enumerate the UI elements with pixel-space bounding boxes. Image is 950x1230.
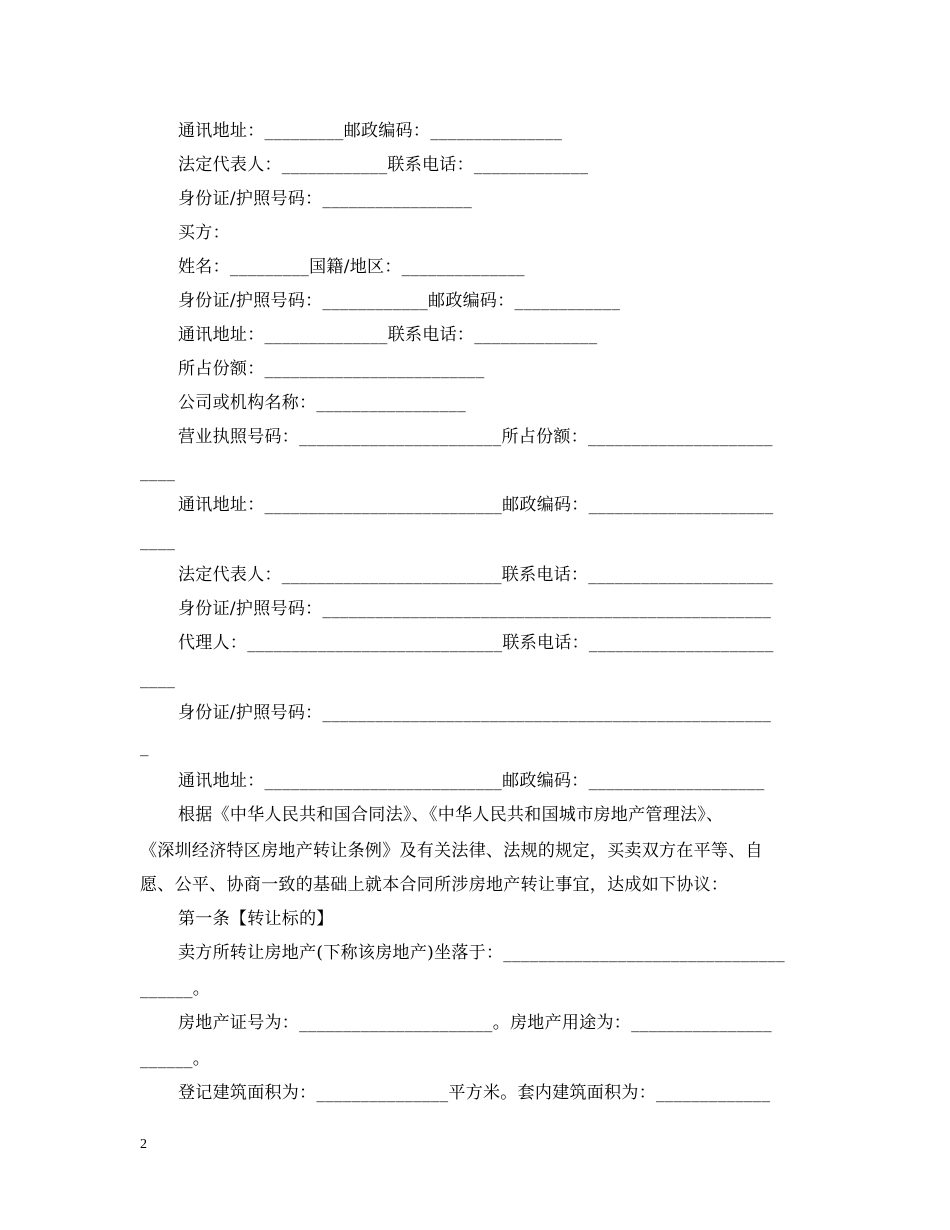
business-license-line: 营业执照号码：_______________________所占份额：_____________________ xyxy=(178,427,773,447)
buyer-heading: 买方： xyxy=(178,223,230,243)
company-name-line: 公司或机构名称：_________________ xyxy=(178,393,466,413)
building-area-line: 登记建筑面积为：_______________平方米。套内建筑面积为：_____________ xyxy=(178,1083,771,1103)
company-legal-rep-line: 法定代表人：_________________________联系电话：_____________________ xyxy=(178,565,774,585)
seller-address-line: 通讯地址：_________邮政编码：_______________ xyxy=(178,121,563,141)
business-license-line-cont: ____ xyxy=(140,462,176,482)
seller-id-line: 身份证/护照号码：_________________ xyxy=(178,189,473,209)
company-id-line: 身份证/护照号码：___________________________________________________ xyxy=(178,599,772,619)
agent-id-line: 身份证/护照号码：___________________________________________________ xyxy=(178,703,772,723)
company-address-line: 通讯地址：___________________________邮政编码：_____________________ xyxy=(178,495,774,515)
buyer-name-line: 姓名：_________国籍/地区：______________ xyxy=(178,257,525,277)
property-location-line-cont: ______。 xyxy=(140,979,211,999)
legal-basis-paragraph-line-2: 《深圳经济特区房地产转让条例》及有关法律、法规的规定，买卖双方在平等、自 xyxy=(140,841,763,861)
agent-address-line: 通讯地址：___________________________邮政编码：____________________ xyxy=(178,771,765,791)
property-certificate-line: 房地产证号为：______________________。房地产用途为：________________ xyxy=(178,1013,772,1033)
agent-line: 代理人：_____________________________联系电话：_____________________ xyxy=(178,633,774,653)
seller-legal-rep-line: 法定代表人：____________联系电话：_____________ xyxy=(178,155,589,175)
legal-basis-paragraph-line-1: 根据《中华人民共和国合同法》、《中华人民共和国城市房地产管理法》、 xyxy=(178,805,724,825)
page-number: 2 xyxy=(140,1137,147,1152)
buyer-share-line: 所占份额：_________________________ xyxy=(178,359,485,379)
property-location-line: 卖方所转让房地产(下称该房地产)坐落于：________________________________ xyxy=(178,943,785,963)
legal-basis-paragraph-line-3: 愿、公平、协商一致的基础上就本合同所涉房地产转让事宜，达成如下协议： xyxy=(140,875,729,895)
company-address-line-cont: ____ xyxy=(140,531,176,551)
agent-line-cont: ____ xyxy=(140,669,176,689)
article-one-heading: 第一条【转让标的】 xyxy=(178,909,334,929)
buyer-id-line: 身份证/护照号码：____________邮政编码：____________ xyxy=(178,291,621,311)
buyer-address-line: 通讯地址：______________联系电话：______________ xyxy=(178,325,598,345)
property-certificate-line-cont: ______。 xyxy=(140,1049,211,1069)
agent-id-line-cont: _ xyxy=(140,737,149,757)
